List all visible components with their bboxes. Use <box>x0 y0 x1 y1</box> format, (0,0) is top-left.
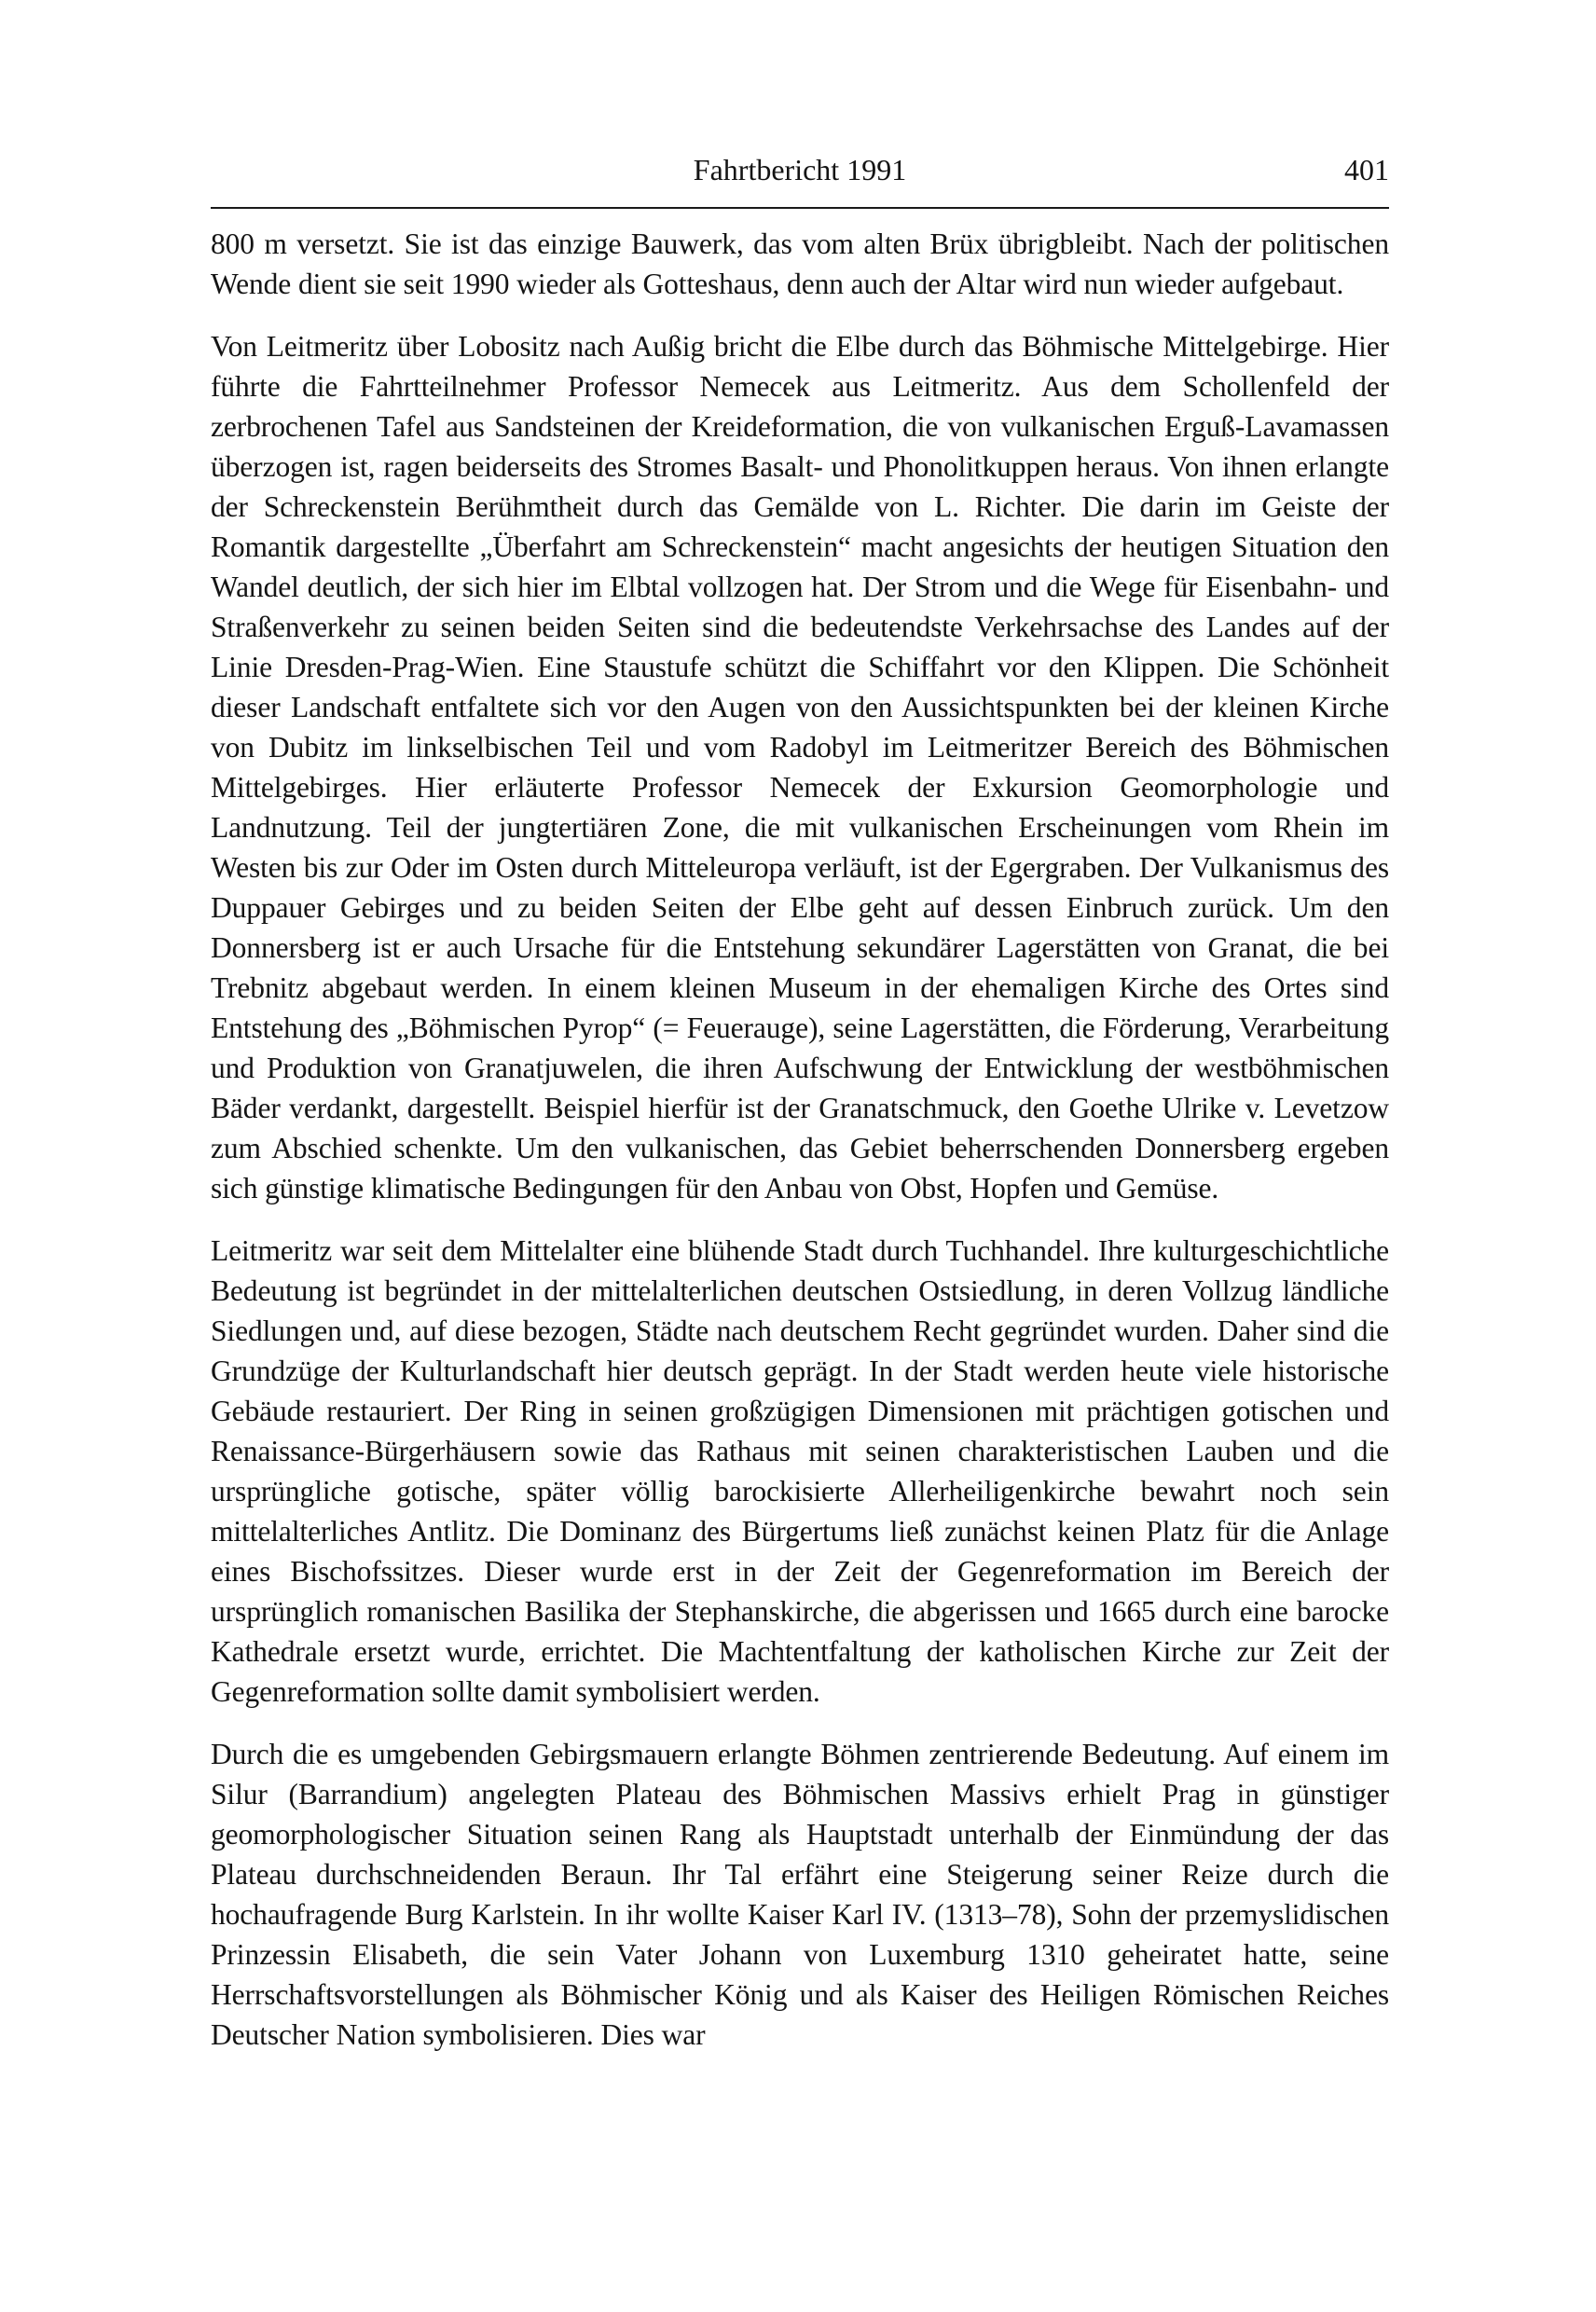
paragraph-2: Von Leitmeritz über Lobositz nach Außig bricht die Elbe durch das Böhmische Mittelgebirge. Hier führte die Fahrtteilnehmer Professor Nemecek aus Leitmeritz. Aus dem Schollenfeld der zerbrochenen Tafel aus Sandsteinen der Kreideformation, die von vulkanischen Erguß-Lavamassen überzogen ist, ragen beiderseits des Stromes Basalt- und Phonolitkuppen heraus. Von ihnen erlangte der Schreckenstein Berühmtheit durch das Gemälde von L. Richter. Die darin im Geiste der Romantik dargestellte „Überfahrt am Schreckenstein“ macht angesichts der heutigen Situation den Wandel deutlich, der sich hier im Elbtal vollzogen hat. Der Strom und die Wege für Eisenbahn- und Straßenverkehr zu seinen beiden Seiten sind die bedeutendste Verkehrsachse des Landes auf der Linie Dresden-Prag-Wien. Eine Staustufe schützt die Schiffahrt vor den Klippen. Die Schönheit dieser Landschaft entfaltete sich vor den Augen von den Aussichtspunkten bei der kleinen Kirche von Dubitz im linkselbischen Teil und vom Radobyl im Leitmeritzer Bereich des Böhmischen Mittelgebirges. Hier erläuterte Professor Nemecek der Exkursion Geomorphologie und Landnutzung. Teil der jungtertiären Zone, die mit vulkanischen Erscheinungen vom Rhein im Westen bis zur Oder im Osten durch Mitteleuropa verläuft, ist der Egergraben. Der Vulkanismus des Duppauer Gebirges und zu beiden Seiten der Elbe geht auf dessen Einbruch zurück. Um den Donnersberg ist er auch Ursache für die Entstehung sekundärer Lagerstätten von Granat, die bei Trebnitz abgebaut werden. In einem kleinen Museum in der ehemaligen Kirche des Ortes sind Entstehung des „Böhmischen Pyrop“ (= Feuerauge), seine Lagerstätten, die Förderung, Verarbeitung und Produktion von Granatjuwelen, die ihren Aufschwung der Entwicklung der westböhmischen Bäder verdankt, dargestellt. Beispiel hierfür ist der Granatschmuck, den Goethe Ulrike v. Levetzow zum Abschied schenkte. Um den vulkanischen, das Gebiet beherrschenden Donnersberg ergeben sich günstige klimatische Bedingungen für den Anbau von Obst, Hopfen und Gemüse. <box>211 330 1389 1204</box>
paragraph-3: Leitmeritz war seit dem Mittelalter eine blühende Stadt durch Tuchhandel. Ihre kulturgeschichtliche Bedeutung ist begründet in der mittelalterlichen deutschen Ostsiedlung, in deren Vollzug ländliche Siedlungen und, auf diese bezogen, Städte nach deutschem Recht gegründet wurden. Daher sind die Grundzüge der Kulturlandschaft hier deutsch geprägt. In der Stadt werden heute viele historische Gebäude restauriert. Der Ring in seinen großzügigen Dimensionen mit prächtigen gotischen und Renaissance-Bürgerhäusern sowie das Rathaus mit seinen charakteristischen Lauben und die ursprüngliche gotische, später völlig barockisierte Allerheiligenkirche bewahrt noch sein mittelalterliches Antlitz. Die Dominanz des Bürgertums ließ zunächst keinen Platz für die Anlage eines Bischofssitzes. Dieser wurde erst in der Zeit der Gegenreformation im Bereich der ursprünglich romanischen Basilika der Stephanskirche, die abgerissen und 1665 durch eine barocke Kathedrale ersetzt wurde, errichtet. Die Machtentfaltung der katholischen Kirche zur Zeit der Gegenreformation sollte damit symbolisiert werden. <box>211 1234 1389 1708</box>
paragraph-1: 800 m versetzt. Sie ist das einzige Bauwerk, das vom alten Brüx übrigbleibt. Nach der politischen Wende dient sie seit 1990 wieder als Gotteshaus, denn auch der Altar wird nun wieder aufgebaut. <box>211 227 1389 300</box>
body-text <box>211 224 1389 2077</box>
paragraph-4: Durch die es umgebenden Gebirgsmauern erlangte Böhmen zentrierende Bedeutung. Auf einem im Silur (Barrandium) angelegten Plateau des Böhmischen Massivs erhielt Prag in günstiger geomorphologischer Situation seinen Rang als Hauptstadt unterhalb der Einmündung der das Plateau durchschneidenden Beraun. Ihr Tal erfährt eine Steigerung seiner Reize durch die hochaufragende Burg Karlstein. In ihr wollte Kaiser Karl IV. (1313–78), Sohn der przemyslidischen Prinzessin Elisabeth, die sein Vater Johann von Luxemburg 1310 geheiratet hatte, seine Herrschaftsvorstellungen als Böhmischer König und als Kaiser des Heiligen Römischen Reiches Deutscher Nation symbolisieren. Dies war <box>211 1738 1389 2051</box>
page-number: 401 <box>1344 153 1389 186</box>
running-header <box>211 149 1389 205</box>
running-title: Fahrtbericht 1991 <box>693 153 907 186</box>
header-rule <box>211 207 1389 209</box>
